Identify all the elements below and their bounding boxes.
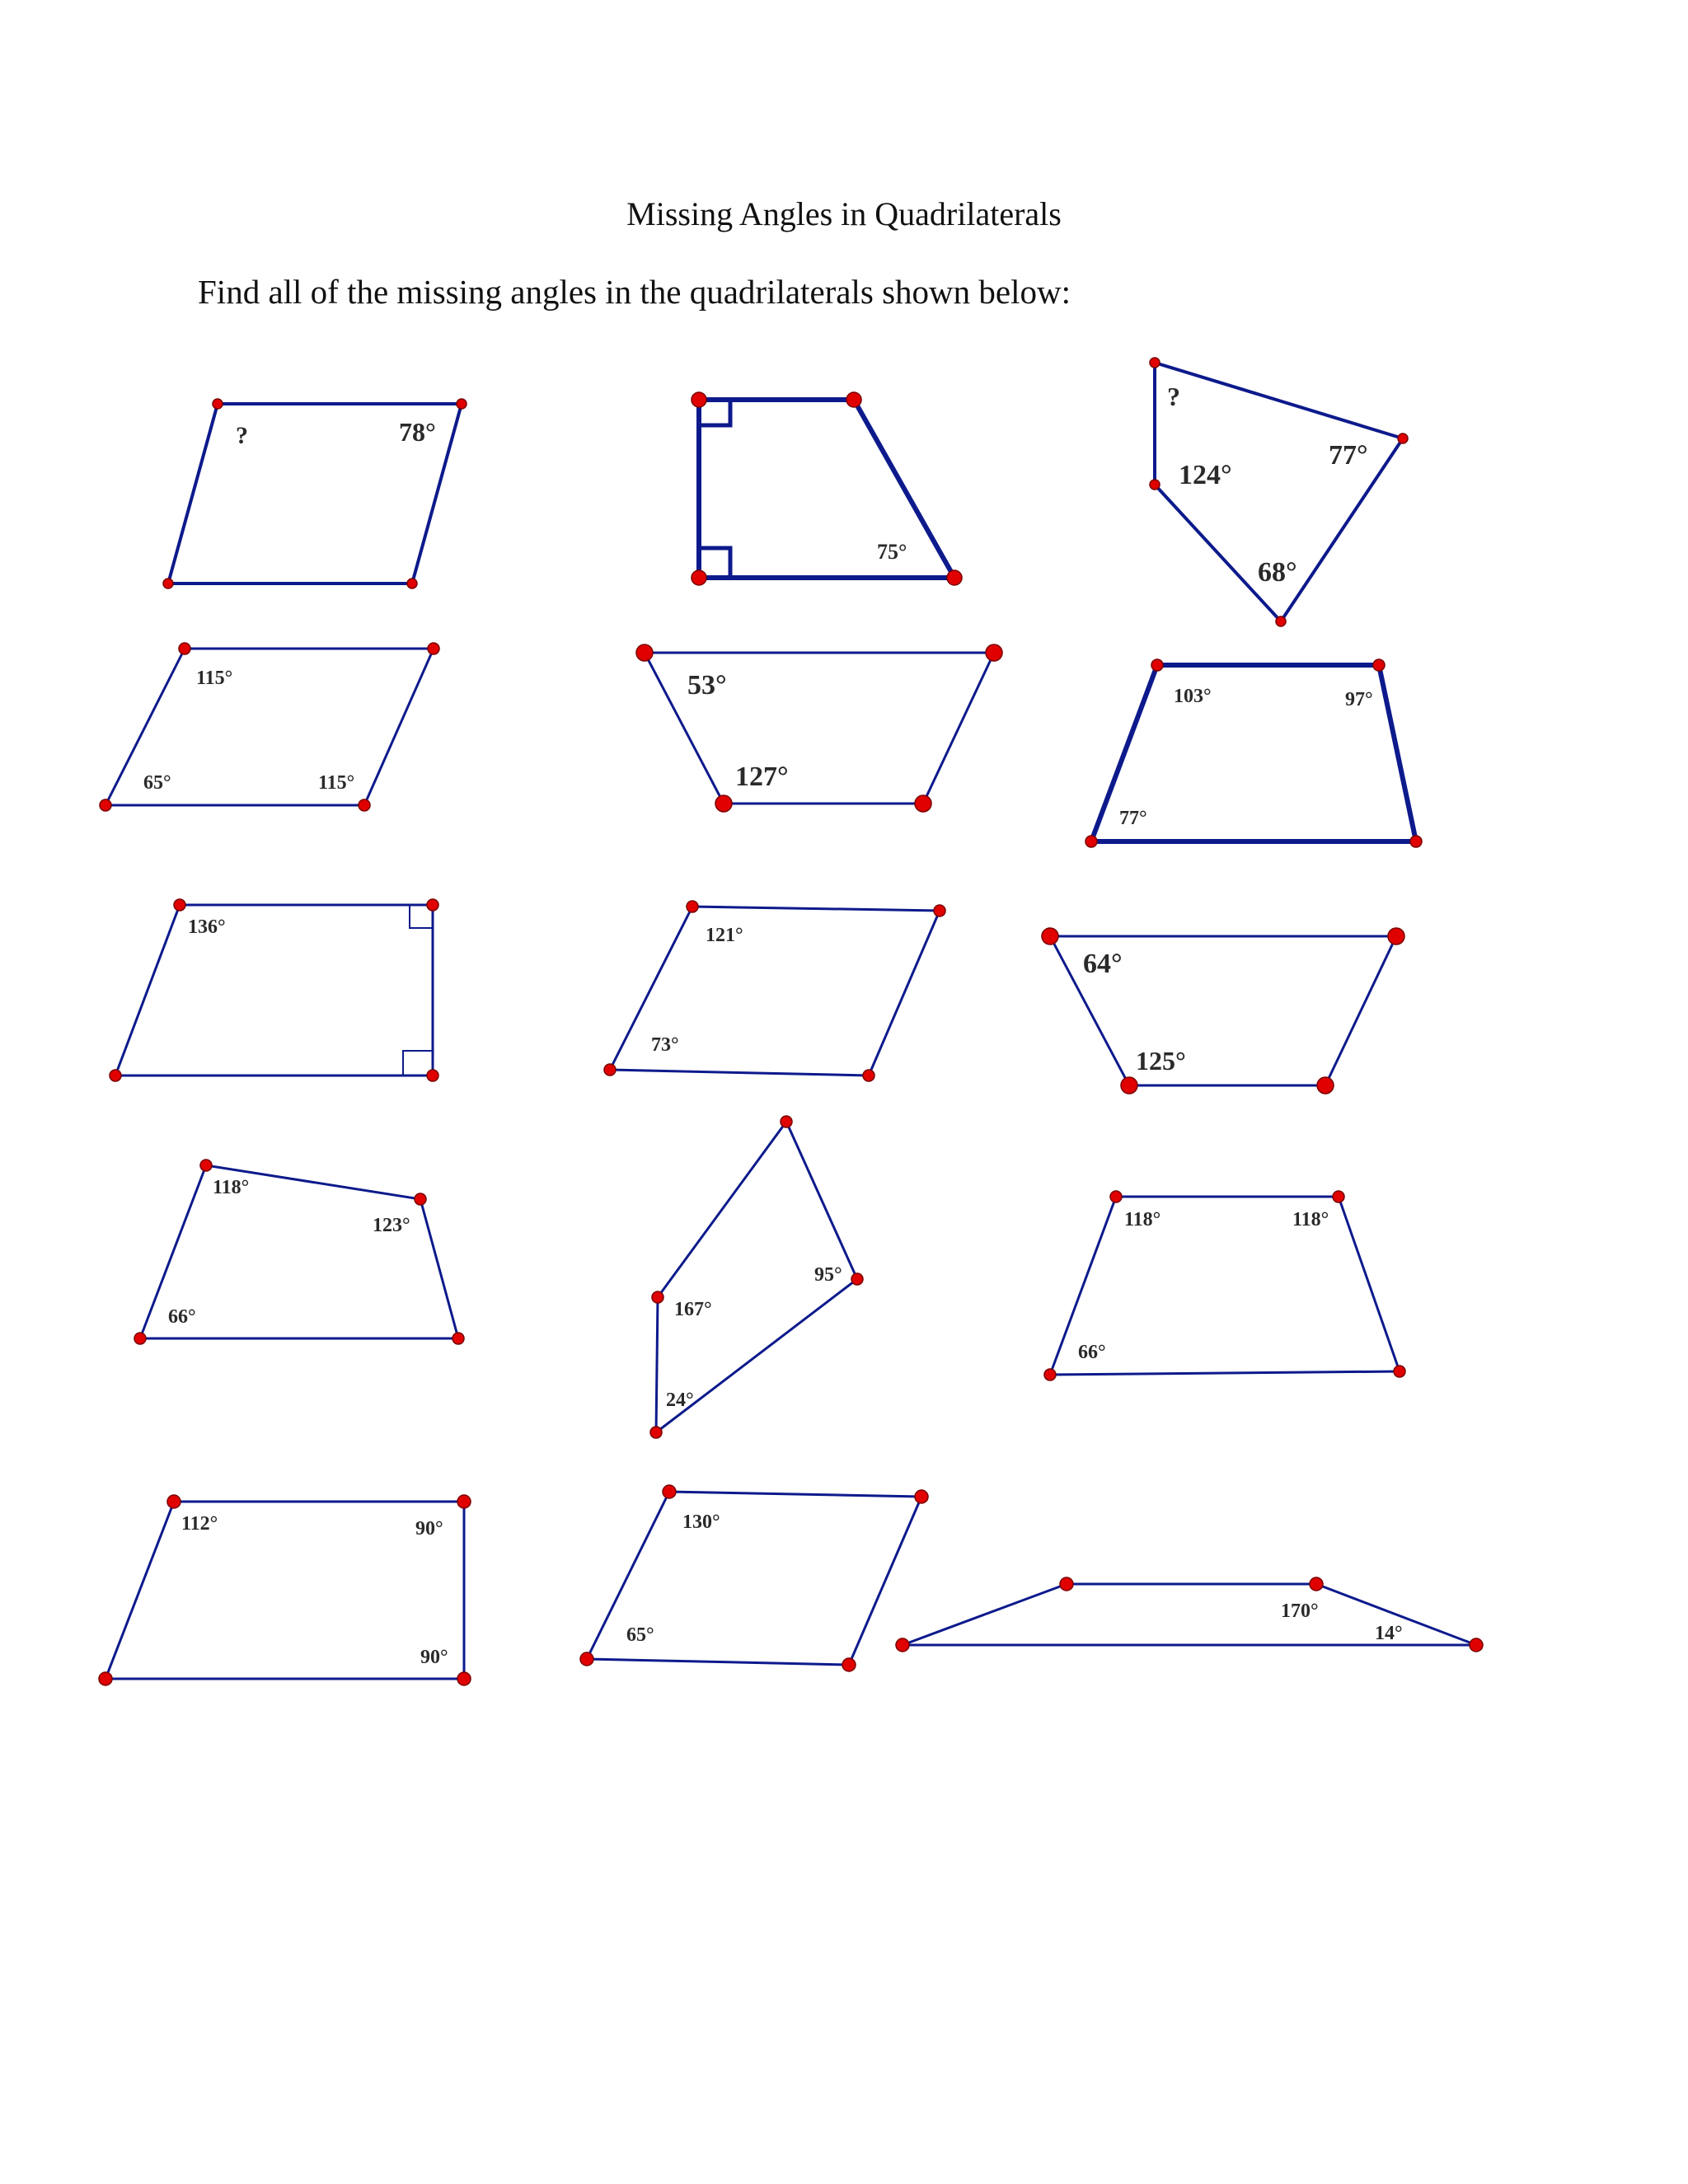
angle-label: 75° bbox=[877, 540, 907, 564]
quadrilateral-9 bbox=[1042, 928, 1404, 1094]
angle-label: 66° bbox=[1078, 1342, 1106, 1363]
quadrilateral-7 bbox=[110, 899, 438, 1081]
quadrilateral-4 bbox=[100, 643, 439, 811]
angle-label: 130° bbox=[682, 1511, 720, 1533]
angle-label: ? bbox=[1167, 382, 1180, 411]
instructions-text: Find all of the missing angles in the quadrilaterals shown below: bbox=[198, 273, 1071, 311]
angle-label: 68° bbox=[1258, 557, 1297, 588]
angle-label: 170° bbox=[1281, 1601, 1319, 1622]
angle-label: 103° bbox=[1174, 686, 1212, 707]
quadrilateral-8 bbox=[604, 901, 945, 1081]
quadrilateral-5 bbox=[636, 644, 1002, 812]
angle-label: 118° bbox=[1292, 1209, 1329, 1230]
angle-label: 53° bbox=[687, 670, 727, 701]
angle-label: 66° bbox=[168, 1306, 196, 1328]
angle-label: 24° bbox=[666, 1390, 694, 1411]
angle-label: 115° bbox=[196, 668, 233, 689]
angle-label: 78° bbox=[399, 417, 436, 447]
quadrilateral-10 bbox=[134, 1160, 464, 1344]
quadrilateral-11 bbox=[650, 1116, 863, 1438]
angle-label: 136° bbox=[188, 916, 226, 938]
angle-label: 123° bbox=[373, 1215, 410, 1236]
quadrilateral-3 bbox=[1150, 358, 1408, 626]
angle-label: 167° bbox=[674, 1299, 712, 1320]
angle-label: 73° bbox=[651, 1034, 679, 1056]
angle-label: 14° bbox=[1375, 1623, 1403, 1644]
quadrilateral-2 bbox=[692, 392, 962, 585]
angle-label: 65° bbox=[626, 1624, 654, 1646]
quadrilateral-1 bbox=[163, 399, 467, 588]
angle-label: 127° bbox=[735, 762, 789, 792]
quadrilateral-15 bbox=[896, 1577, 1483, 1652]
quadrilateral-6 bbox=[1085, 659, 1422, 847]
angle-label: 77° bbox=[1329, 440, 1368, 471]
angle-label: 125° bbox=[1136, 1046, 1186, 1076]
angle-label: ? bbox=[236, 422, 248, 449]
angle-label: 90° bbox=[420, 1647, 448, 1668]
angle-label: 95° bbox=[814, 1264, 842, 1286]
page-title: Missing Angles in Quadrilaterals bbox=[626, 195, 1062, 232]
angle-label: 118° bbox=[213, 1177, 250, 1198]
angle-label: 90° bbox=[415, 1518, 443, 1540]
quadrilateral-14 bbox=[580, 1485, 928, 1671]
angle-label: 124° bbox=[1179, 460, 1232, 490]
angle-label: 118° bbox=[1124, 1209, 1161, 1230]
angle-label: 97° bbox=[1345, 689, 1373, 710]
angle-label: 65° bbox=[143, 772, 171, 794]
angle-label: 64° bbox=[1083, 949, 1123, 979]
angle-label: 121° bbox=[706, 925, 743, 946]
angle-label: 77° bbox=[1119, 808, 1147, 829]
angle-label: 115° bbox=[318, 772, 355, 794]
quadrilateral-13 bbox=[99, 1495, 471, 1685]
angle-label: 112° bbox=[181, 1513, 218, 1535]
quadrilateral-12 bbox=[1044, 1191, 1405, 1380]
